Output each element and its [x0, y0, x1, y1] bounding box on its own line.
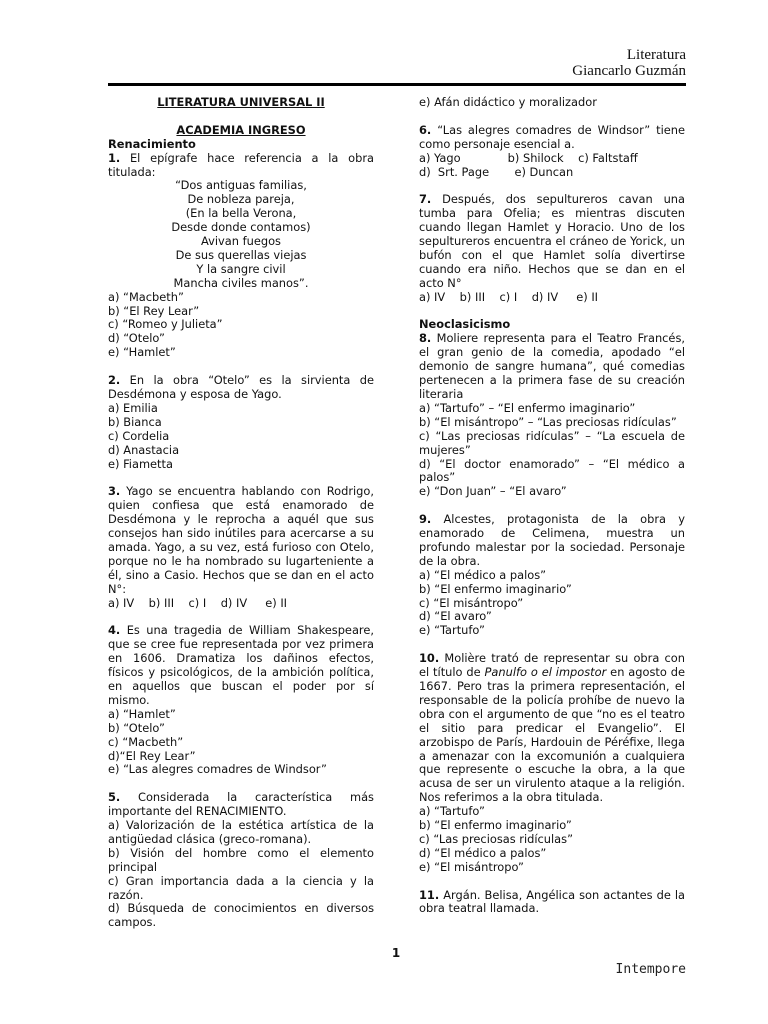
doc-title: LITERATURA UNIVERSAL II	[157, 95, 325, 109]
option-row: a) IV b) III c) I d) IV e) II	[108, 595, 288, 610]
question-text: Después, dos sepultureros cavan una tumba para Ofelia; es mientras discuten cuando llegan Hamlet y Horacio. Uno de los sepultureros encuentra el cráneo de Yorick, un bufón con el que Hamlet solía divertirse cuando era niño. Hechos que se dan en el acto N°	[419, 192, 685, 290]
option: e) “Las alegres comadres de Windsor”	[108, 762, 327, 777]
question-9	[419, 513, 685, 569]
question-number: 10.	[419, 651, 440, 666]
poem-line: De nobleza pareja,	[187, 192, 295, 207]
question-text: “Las alegres comadres de Windsor” tiene como personaje esencial a.	[419, 122, 685, 151]
question-text: Es una tragedia de William Shakespeare, que se cree fue representada por vez primera en 1606. Dramatiza los dañinos efectos, físicos y psicológicos, de la ambición política, en aquellos que buscan el poder por sí mismo.	[108, 623, 374, 707]
question-number: 3.	[108, 484, 121, 499]
option-row: d) Srt. Page e) Duncan	[419, 164, 574, 179]
question-2	[108, 374, 374, 402]
question-text: Argán. Belisa, Angélica son actantes de la obra teatral llamada.	[419, 887, 685, 916]
question-text: Considerada la característica más importante del RENACIMIENTO.	[108, 790, 374, 819]
option: e) “Tartufo”	[419, 623, 485, 638]
option: a) “El médico a palos”	[419, 567, 547, 582]
option: d) “El avaro”	[419, 609, 492, 624]
option: c) “Las preciosas ridículas”	[419, 831, 574, 846]
question-text: Moliere representa para el Teatro Francés, el gran genio de la comedia, apodado “el demonio de sangre humana”, qué comedias pertenecen a la primera fase de su creación literaria	[419, 331, 685, 401]
option: a) “Tartufo”	[419, 804, 485, 819]
question-text: El epígrafe hace referencia a la obra titulada:	[108, 150, 374, 179]
option: d) “Otelo”	[108, 331, 165, 346]
right-column	[419, 96, 685, 916]
doc-subtitle: ACADEMIA INGRESO	[176, 122, 306, 137]
poem-line: Mancha civiles manos”.	[173, 275, 309, 290]
question-number: 9.	[419, 512, 432, 527]
option: a) “Tartufo” – “El enfermo imaginario”	[419, 400, 636, 415]
header-rule	[108, 83, 686, 86]
question-5	[108, 791, 374, 819]
question-text: Yago se encuentra hablando con Rodrigo, quien confiesa que está enamorado de Desdémona y le reprocha a aquél que sus consejos han sido inútiles para acercarse a su amada. Yago, a su vez, está furioso con Otelo, porque no le ha nombrado su lugarteniente a él, sino a Casio. Hechos que se dan en el acto N°:	[108, 484, 374, 596]
poem-line: (En la bella Verona,	[185, 206, 297, 221]
left-column	[108, 96, 374, 930]
option: d) Anastacia	[108, 442, 180, 457]
option: e) “El misántropo”	[419, 859, 524, 874]
question-text: en agosto de 1667. Pero tras la primera representación, el responsable de la policía prohíbe de nuevo la obra con el argumento de que “no es el teatro el sitio para predicar el Evangelio”. El arzobispo de París, Hardouin de Péréfixe, llega a amenazar con la excomunión a cualquiera que represente o escuche la obra, a la que acusa de ser un virulento ataque a la religión. Nos referimos a la obra titulada.	[419, 665, 685, 805]
option: b) “El Rey Lear”	[108, 303, 200, 318]
option: e) Fiametta	[108, 456, 173, 471]
option: e) “Hamlet”	[108, 345, 176, 360]
option: b) “El misántropo” – “Las preciosas ridículas”	[419, 414, 677, 429]
option: e) Afán didáctico y moralizador	[419, 95, 597, 109]
option: a) Emilia	[108, 400, 158, 415]
question-text: Molière trató de representar su obra con el título de	[419, 651, 685, 680]
epigraph-poem	[108, 179, 374, 290]
poem-line: Desde donde contamos)	[171, 220, 311, 235]
option: a) Valorización de la estética artística de la antigüedad clásica (greco-romana).	[108, 818, 374, 846]
play-title: Panulfo o el impostor	[484, 665, 607, 680]
option: a) “Hamlet”	[108, 706, 176, 721]
option: c) “Romeo y Julieta”	[108, 317, 223, 332]
question-number: 7.	[419, 192, 432, 207]
option: d) Búsqueda de conocimientos en diversos campos.	[108, 901, 374, 930]
question-number: 5.	[108, 790, 121, 805]
question-number: 2.	[108, 373, 121, 388]
question-3	[108, 485, 374, 596]
question-number: 1.	[108, 150, 121, 165]
question-number: 4.	[108, 623, 121, 638]
option: b) “El enfermo imaginario”	[419, 818, 572, 833]
option: d)“El Rey Lear”	[108, 748, 196, 763]
question-number: 11.	[419, 887, 440, 902]
question-text: Alcestes, protagonista de la obra y enamorado de Celimena, muestra un profundo malestar por la sociedad. Personaje de la obra.	[419, 512, 685, 568]
poem-line: Y la sangre civil	[196, 261, 286, 276]
question-number: 8.	[419, 331, 432, 346]
question-1	[108, 152, 374, 180]
option-row: a) IV b) III c) I d) IV e) II	[419, 289, 599, 304]
option: b) Bianca	[108, 414, 162, 429]
footer-brand: Intempore	[615, 962, 686, 977]
option: b) “El enfermo imaginario”	[419, 581, 572, 596]
section-heading-neoclasicismo: Neoclasicismo	[419, 317, 511, 332]
option: a) “Macbeth”	[108, 289, 184, 304]
question-7	[419, 193, 685, 290]
header-author: Giancarlo Guzmán	[572, 63, 686, 79]
option: c) Cordelia	[108, 428, 170, 443]
option: e) “Don Juan” – “El avaro”	[419, 484, 567, 499]
option: c) “Las preciosas ridículas” – “La escuela de mujeres”	[419, 428, 685, 457]
option: b) Visión del hombre como el elemento principal	[108, 845, 374, 874]
section-heading-renacimiento: Renacimiento	[108, 136, 196, 151]
option-row: a) Yago b) Shilock c) Faltstaff	[419, 150, 638, 165]
question-number: 6.	[419, 122, 432, 137]
poem-line: “Dos antiguas familias,	[175, 178, 307, 193]
option: c) “El misántropo”	[419, 595, 524, 610]
question-10	[419, 652, 685, 805]
page-number: 1	[391, 946, 401, 960]
question-6	[419, 124, 685, 152]
header-subject: Literatura	[626, 47, 686, 63]
option: c) Gran importancia dada a la ciencia y la razón.	[108, 873, 374, 902]
poem-line: De sus querellas viejas	[175, 247, 307, 262]
poem-line: Avivan fuegos	[201, 234, 281, 249]
option: c) “Macbeth”	[108, 734, 184, 749]
option: d) “El doctor enamorado” – “El médico a palos”	[419, 456, 685, 485]
question-11	[419, 889, 685, 917]
question-8	[419, 332, 685, 402]
option: b) “Otelo”	[108, 720, 165, 735]
option: d) “El médico a palos”	[419, 845, 547, 860]
question-text: En la obra “Otelo” es la sirvienta de Desdémona y esposa de Yago.	[108, 373, 374, 401]
question-4	[108, 624, 374, 707]
